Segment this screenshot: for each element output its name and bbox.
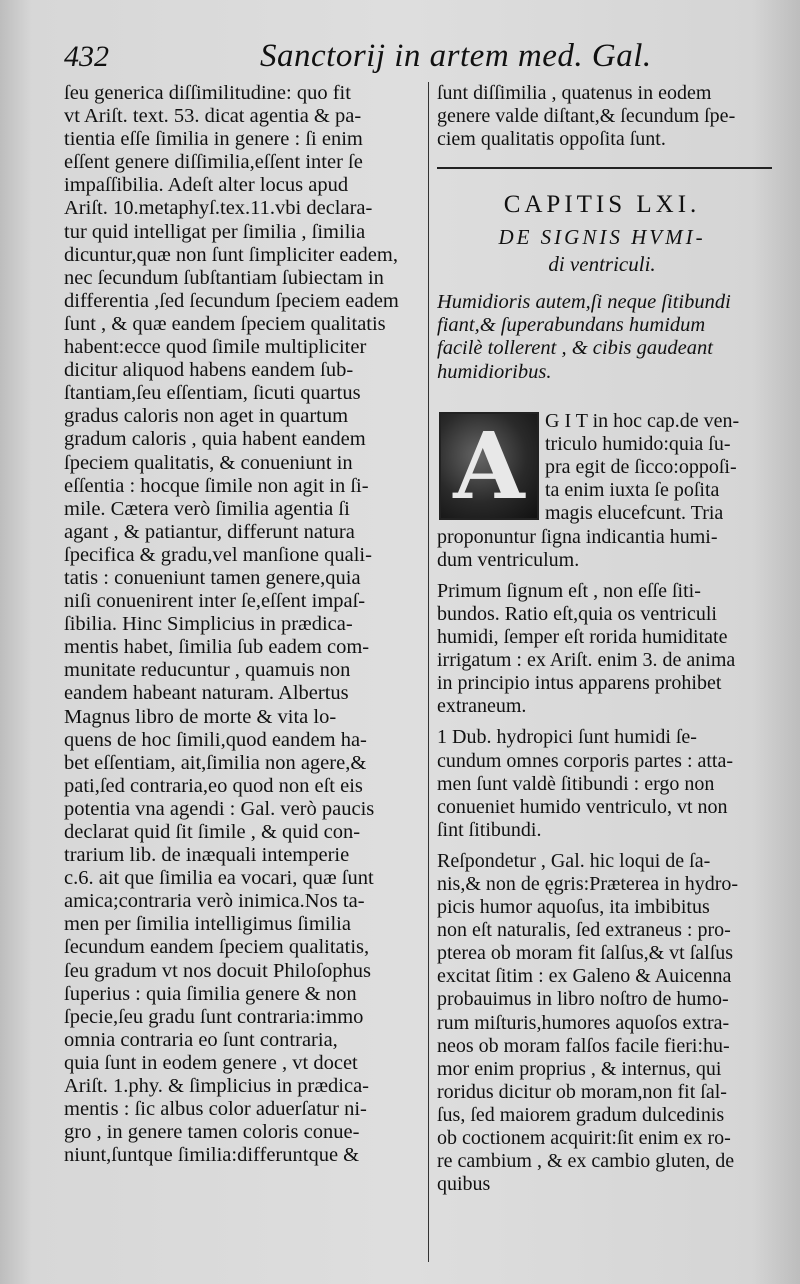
text-line: eſſent genere diſſimilia,eſſent inter ſe bbox=[64, 151, 363, 174]
text-line: pati,ſed contraria,eo quod non eſt eis bbox=[64, 774, 363, 797]
text-line: nec ſecundum ſubſtantiam ſubiectam in bbox=[64, 266, 384, 289]
text-line: ſecundum eandem ſpeciem qualitatis, bbox=[64, 936, 370, 959]
text-line: ſunt diſſimilia , quatenus in eodem bbox=[437, 82, 712, 104]
text-line: niſi conuenirent inter ſe,eſſent impaſ- bbox=[64, 590, 366, 613]
text-line: nis,& non de ęgris:Præterea in hydro- bbox=[437, 872, 739, 895]
text-line: c.6. ait que ſimilia ea vocari, quæ ſunt bbox=[64, 867, 374, 890]
initial-paragraph-block bbox=[437, 410, 767, 526]
initial-paragraph-lines bbox=[545, 410, 767, 525]
initial-paragraph-continued bbox=[437, 526, 767, 572]
text-line: gradum caloris , quia habent eandem bbox=[64, 428, 366, 451]
paragraph-response bbox=[437, 850, 767, 1196]
text-line: ciem qualitatis oppoſita ſunt. bbox=[437, 128, 666, 151]
text-line: ſpecifica & gradu,vel manſione quali- bbox=[64, 543, 372, 566]
text-line: pra egit de ſicco:oppoſi- bbox=[545, 455, 737, 478]
text-line: declarat quid ſit ſimile , & quid con- bbox=[64, 821, 361, 843]
text-line: tatis : conueniunt tamen genere,quia bbox=[64, 566, 361, 589]
chapter-subtitle-continued: di ventriculi. bbox=[548, 252, 656, 277]
text-line: Ariſt. 1.phy. & ſimplicius in prædica- bbox=[64, 1075, 369, 1098]
text-line: quens de hoc ſimili,quod eandem ha- bbox=[64, 728, 367, 751]
text-line: trarium lib. de inæquali intemperie bbox=[64, 844, 350, 867]
text-line: omnia contraria eo ſunt contraria, bbox=[64, 1028, 338, 1051]
text-line: eſſentia : hocque ſimile non agit in ſi- bbox=[64, 474, 369, 497]
text-line: facilè tollerent , & cibis gaudeant bbox=[437, 337, 713, 360]
column-divider bbox=[428, 82, 429, 1262]
text-line: habent:ecce quod ſimile multipliciter bbox=[64, 336, 367, 359]
text-line: mor enim proprius , & internus, qui bbox=[437, 1057, 722, 1080]
text-line: irrigatum : ex Ariſt. enim 3. de anima bbox=[437, 649, 736, 672]
text-line: Ariſt. 10.metaphyſ.tex.11.vbi declara- bbox=[64, 197, 373, 220]
text-line: ſibilia. Hinc Simplicius in prædica- bbox=[64, 613, 353, 636]
chapter-title: CAPITIS LXI. bbox=[503, 191, 701, 219]
text-line: dicitur aliquod habens eandem ſub- bbox=[64, 359, 354, 382]
text-line: tientia eſſe ſimilia in genere : ſi enim bbox=[64, 128, 363, 151]
text-line: proponuntur ſigna indicantia humi- bbox=[437, 525, 718, 548]
text-line: re cambium , & ex cambio gluten, de bbox=[437, 1150, 735, 1173]
text-line: mentis : ſic albus color aduerſatur ni- bbox=[64, 1098, 367, 1121]
text-line: amica;contraria verò inimica.Nos ta- bbox=[64, 890, 365, 913]
text-line: ſtantiam,ſeu eſſentiam, ſicuti quartus bbox=[64, 382, 361, 405]
text-line: rum miſturis,humores aquoſos extra- bbox=[437, 1011, 730, 1034]
text-line: dicuntur,quæ non ſunt ſimpliciter eadem, bbox=[64, 243, 398, 266]
text-line: Primum ſignum eſt , non eſſe ſiti- bbox=[437, 579, 701, 602]
text-line: gro , in genere tamen coloris conue- bbox=[64, 1121, 360, 1144]
text-line: triculo humido:quia ſu- bbox=[545, 432, 731, 455]
text-line: in principio intus apparens prohibet bbox=[437, 672, 722, 695]
text-line: gradus caloris non aget in quartum bbox=[64, 405, 349, 428]
text-line: conueniet humido ventriculo, vt non bbox=[437, 795, 728, 818]
text-line: cundum omnes corporis partes : atta- bbox=[437, 749, 734, 772]
galen-quote bbox=[437, 291, 767, 383]
text-line: potentia vna agendi : Gal. verò paucis bbox=[64, 797, 375, 820]
text-line: non eſt naturalis, ſed extraneus : pro- bbox=[437, 919, 731, 942]
text-line: picis humor aquoſus, ita imbibitus bbox=[437, 896, 710, 919]
text-line: extraneum. bbox=[437, 695, 527, 718]
page-header bbox=[60, 38, 760, 80]
text-line: Reſpondetur , Gal. hic loqui de ſa- bbox=[437, 849, 711, 872]
text-line: ſunt , & quæ eandem ſpeciem qualitatis bbox=[64, 312, 386, 335]
text-line: niunt,ſuntque ſimilia:differuntque & bbox=[64, 1144, 360, 1167]
text-line: neos ob moram falſos facile fieri:hu- bbox=[437, 1034, 730, 1057]
text-line: mile. Cætera verò ſimilia agentia ſi bbox=[64, 497, 350, 520]
page-number: 432 bbox=[64, 40, 109, 73]
text-line: excitat ſitim : ex Galeno & Auicenna bbox=[437, 965, 732, 988]
text-line: roridus dicitur ob moram,non fit ſal- bbox=[437, 1080, 727, 1103]
chapter-rule bbox=[437, 167, 772, 169]
initial-letter: A bbox=[453, 411, 525, 520]
text-line: ſus, ſed maiorem gradum dulcedinis bbox=[437, 1103, 725, 1126]
text-line: genere valde diſtant,& ſecundum ſpe- bbox=[437, 105, 736, 128]
text-line: Humidioris autem,ſi neque ſitibundi bbox=[437, 291, 731, 314]
text-line: quia ſunt in eodem genere , vt docet bbox=[64, 1051, 358, 1074]
chapter-subtitle: DE SIGNIS HVMI- bbox=[498, 225, 706, 250]
text-line: ſint ſitibundi. bbox=[437, 818, 542, 841]
text-line: ob coctionem acquirit:ſit enim ex ro- bbox=[437, 1127, 731, 1149]
text-line: G I T in hoc cap.de ven- bbox=[545, 409, 740, 432]
decorated-initial-icon bbox=[439, 412, 539, 520]
text-line: humidi, ſemper eſt rorida humiditate bbox=[437, 626, 728, 649]
text-line: impaſſibilia. Adeſt alter locus apud bbox=[64, 174, 349, 197]
text-line: quibus bbox=[437, 1173, 491, 1196]
text-line: ſeu gradum vt nos docuit Philoſophus bbox=[64, 959, 371, 982]
paragraph-dubium bbox=[437, 726, 767, 841]
text-line: bet eſſentiam, ait,ſimilia non agere,& bbox=[64, 751, 367, 774]
left-column bbox=[64, 82, 426, 1167]
text-line: differentia ,ſed ſecundum ſpeciem eadem bbox=[64, 289, 399, 312]
text-line: agant , & patiantur, differunt natura bbox=[64, 520, 355, 543]
text-line: ſpeciem qualitatis, & conueniunt in bbox=[64, 451, 353, 474]
text-line: men per ſimilia intelligimus ſimilia bbox=[64, 913, 351, 936]
text-line: ſuperius : quia ſimilia genere & non bbox=[64, 982, 357, 1005]
text-line: vt Ariſt. text. 53. dicat agentia & pa- bbox=[64, 105, 362, 128]
text-line: eandem habeant naturam. Albertus bbox=[64, 682, 349, 705]
paragraph-first-sign bbox=[437, 580, 767, 719]
text-line: ſpecie,ſeu gradu ſunt contraria:immo bbox=[64, 1005, 364, 1028]
text-line: fiant,& ſuperabundans humidum bbox=[437, 314, 706, 337]
text-line: humidioribus. bbox=[437, 360, 552, 383]
text-line: munitate reducuntur , quamuis non bbox=[64, 659, 351, 682]
text-line: probauimus in libro noſtro de humo- bbox=[437, 988, 729, 1011]
text-line: 1 Dub. hydropici ſunt humidi ſe- bbox=[437, 726, 697, 749]
text-line: ta enim iuxta ſe poſita bbox=[545, 478, 720, 501]
right-top-text bbox=[437, 82, 767, 151]
right-column bbox=[437, 82, 767, 1196]
text-line: magis elucefcunt. Tria bbox=[545, 502, 724, 525]
running-title: Sanctorij in artem med. Gal. bbox=[260, 38, 652, 74]
text-line: Magnus libro de morte & vita lo- bbox=[64, 705, 337, 728]
text-line: ſeu generica diſſimilitudine: quo fit bbox=[64, 82, 351, 104]
text-line: dum ventriculum. bbox=[437, 548, 580, 571]
text-line: mentis habet, ſimilia ſub eadem com- bbox=[64, 636, 370, 659]
text-line: men ſunt valdè ſitibundi : ergo non bbox=[437, 772, 715, 795]
text-line: pterea ob moram fit ſalſus,& vt ſalſus bbox=[437, 942, 734, 965]
text-line: tur quid intelligat per ſimilia , ſimilia bbox=[64, 220, 366, 243]
text-line: bundos. Ratio eſt,quia os ventriculi bbox=[437, 602, 717, 625]
